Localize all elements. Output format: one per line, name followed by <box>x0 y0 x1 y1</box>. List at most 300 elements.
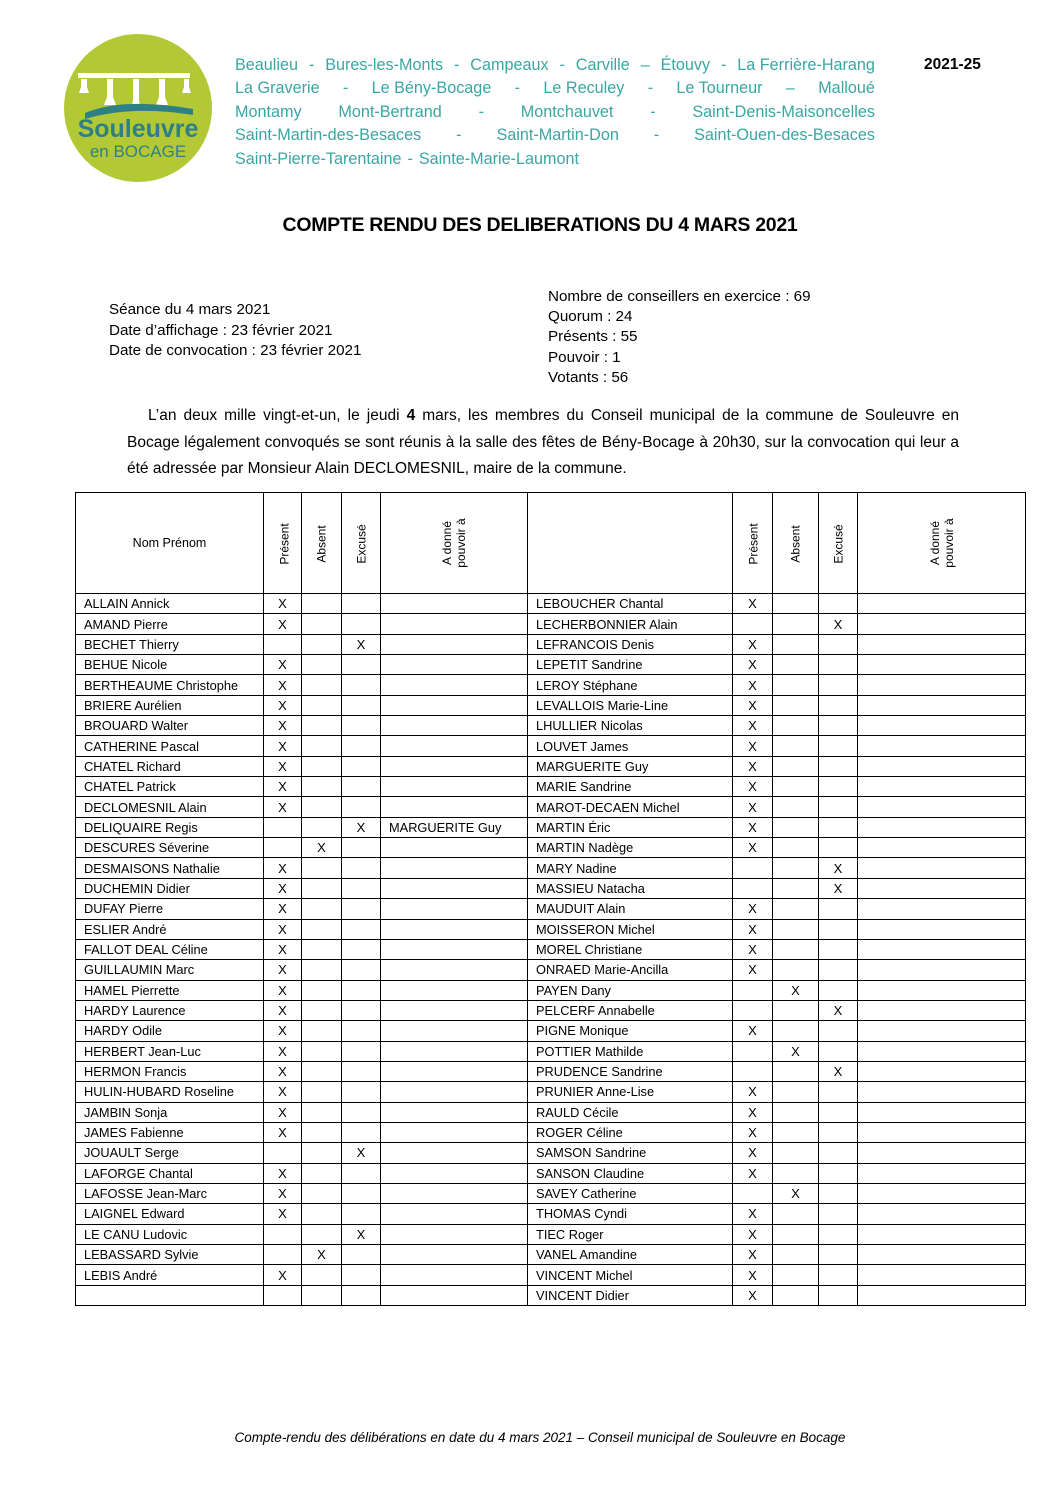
proxy-name <box>381 1245 528 1265</box>
absent-mark <box>773 1285 819 1305</box>
table-row <box>76 695 1026 715</box>
logo-text-line1: Souleuvre <box>77 115 199 143</box>
absent-mark <box>302 1183 342 1203</box>
table-row <box>76 1021 1026 1041</box>
absent-mark <box>302 1102 342 1122</box>
present-mark: X <box>733 756 773 776</box>
member-name: SANSON Claudine <box>528 1163 733 1183</box>
excused-mark <box>342 878 381 898</box>
separator: - <box>308 56 315 74</box>
excused-mark <box>819 1143 858 1163</box>
member-name: HARDY Laurence <box>76 1000 264 1020</box>
header-absent-right: Absent <box>773 493 819 594</box>
member-name: SAVEY Catherine <box>528 1183 733 1203</box>
absent-mark <box>773 797 819 817</box>
absent-mark <box>773 1265 819 1285</box>
member-name: MARIE Sandrine <box>528 777 733 797</box>
excused-mark <box>819 1102 858 1122</box>
excused-mark <box>819 797 858 817</box>
member-name: BRIERE Aurélien <box>76 695 264 715</box>
voters-count: Votants : 56 <box>548 368 629 386</box>
present-mark: X <box>733 1285 773 1305</box>
commune-name: Beaulieu <box>235 56 299 74</box>
table-row <box>76 1122 1026 1142</box>
excused-mark <box>342 716 381 736</box>
header-absent: Absent <box>302 493 342 594</box>
intro-part2: mars, les membres du Conseil municipal de la commune de Souleuvre en Bocage légalement convoqués se sont réunis à la salle des fêtes de Bény-Bocage à 20h30, sur la convocation qui leur a été adressée par Monsieur Alain DECLOMESNIL, maire de la commune. <box>127 407 959 477</box>
absent-mark <box>302 1204 342 1224</box>
excused-mark <box>342 1122 381 1142</box>
proxy-name <box>858 634 1026 654</box>
table-row <box>76 1204 1026 1224</box>
intro-day: 4 <box>406 407 416 424</box>
table-row <box>76 838 1026 858</box>
excused-mark <box>342 939 381 959</box>
excused-mark <box>819 594 858 614</box>
absent-mark <box>302 1163 342 1183</box>
present-mark <box>264 634 302 654</box>
member-name: DUCHEMIN Didier <box>76 878 264 898</box>
excused-mark: X <box>342 634 381 654</box>
communes-line <box>235 77 875 100</box>
excused-mark <box>819 939 858 959</box>
absent-mark <box>302 1265 342 1285</box>
page-footer: Compte-rendu des délibérations en date du 4 mars 2021 – Conseil municipal de Souleuvre en Bocage <box>234 1430 846 1445</box>
proxy-name <box>381 858 528 878</box>
commune-name: Saint-Martin-Don <box>496 126 619 145</box>
separator: - <box>650 102 656 121</box>
excused-mark <box>819 1265 858 1285</box>
excused-mark: X <box>342 1143 381 1163</box>
member-name: JOUAULT Serge <box>76 1143 264 1163</box>
table-row <box>76 878 1026 898</box>
proxy-name <box>858 1122 1026 1142</box>
present-mark <box>733 1061 773 1081</box>
proxy-name <box>381 878 528 898</box>
member-name: BEHUE Nicole <box>76 655 264 675</box>
proxy-name <box>381 756 528 776</box>
excused-mark <box>342 777 381 797</box>
excused-mark <box>342 858 381 878</box>
quorum: Quorum : 24 <box>548 308 633 326</box>
present-mark: X <box>733 675 773 695</box>
absent-mark <box>773 1000 819 1020</box>
absent-mark <box>773 756 819 776</box>
absent-mark <box>302 777 342 797</box>
proxy-name <box>858 675 1026 695</box>
header-name-right <box>528 493 733 594</box>
absent-mark <box>773 939 819 959</box>
proxy-name <box>381 939 528 959</box>
present-mark <box>733 858 773 878</box>
absent-mark <box>773 614 819 634</box>
excused-mark <box>342 736 381 756</box>
absent-mark <box>773 919 819 939</box>
member-name: LEVALLOIS Marie-Line <box>528 695 733 715</box>
absent-mark <box>773 1245 819 1265</box>
member-name: LOUVET James <box>528 736 733 756</box>
member-name: DECLOMESNIL Alain <box>76 797 264 817</box>
table-row <box>76 797 1026 817</box>
excused-mark <box>342 980 381 1000</box>
separator: - <box>407 149 413 168</box>
present-mark: X <box>264 1102 302 1122</box>
table-row <box>76 1102 1026 1122</box>
member-name: MARTIN Éric <box>528 817 733 837</box>
proxy-name <box>381 655 528 675</box>
absent-mark: X <box>302 1245 342 1265</box>
commune-name: Étouvy <box>660 56 711 74</box>
absent-mark <box>773 1102 819 1122</box>
present-mark: X <box>264 899 302 919</box>
header-proxy-right: A donné pouvoir à <box>858 493 1026 594</box>
present-mark: X <box>264 1041 302 1061</box>
proxy-name <box>381 960 528 980</box>
proxy-name <box>381 634 528 654</box>
proxy-name <box>858 777 1026 797</box>
table-row <box>76 716 1026 736</box>
table-header-row <box>76 493 1026 594</box>
present-mark <box>264 1224 302 1244</box>
present-mark: X <box>264 1183 302 1203</box>
proxy-name <box>858 817 1026 837</box>
proxy-name <box>381 1000 528 1020</box>
proxy-name <box>858 614 1026 634</box>
member-name: MARTIN Nadège <box>528 838 733 858</box>
table-row <box>76 858 1026 878</box>
member-name: LEROY Stéphane <box>528 675 733 695</box>
proxy-name <box>858 919 1026 939</box>
proxy-name <box>381 594 528 614</box>
absent-mark <box>302 756 342 776</box>
member-name: LAFOSSE Jean-Marc <box>76 1183 264 1203</box>
excused-mark <box>342 1204 381 1224</box>
proxy-name <box>381 1041 528 1061</box>
absent-mark <box>773 858 819 878</box>
separator: - <box>453 56 460 74</box>
present-mark: X <box>733 634 773 654</box>
commune-name: Sainte-Marie-Laumont <box>418 149 579 168</box>
member-name: VANEL Amandine <box>528 1245 733 1265</box>
present-mark: X <box>733 797 773 817</box>
absent-mark <box>302 716 342 736</box>
excused-mark <box>342 1082 381 1102</box>
proxy-name <box>381 695 528 715</box>
excused-mark <box>342 919 381 939</box>
excused-mark <box>819 1285 858 1305</box>
excused-mark: X <box>819 858 858 878</box>
member-name: HAMEL Pierrette <box>76 980 264 1000</box>
proxy-count: Pouvoir : 1 <box>548 348 621 366</box>
present-mark: X <box>264 939 302 959</box>
separator: - <box>456 126 462 145</box>
proxy-name <box>858 878 1026 898</box>
communes-line <box>235 124 875 147</box>
present-mark: X <box>264 1163 302 1183</box>
intro-paragraph <box>127 403 959 483</box>
member-name: BECHET Thierry <box>76 634 264 654</box>
absent-mark <box>302 1000 342 1020</box>
excused-mark <box>342 1102 381 1122</box>
excused-mark <box>342 1000 381 1020</box>
excused-mark <box>819 736 858 756</box>
present-mark: X <box>264 1204 302 1224</box>
present-mark: X <box>264 716 302 736</box>
absent-mark <box>773 736 819 756</box>
proxy-name <box>858 1102 1026 1122</box>
present-mark: X <box>264 919 302 939</box>
absent-mark <box>773 777 819 797</box>
excused-mark <box>819 960 858 980</box>
present-mark: X <box>733 1102 773 1122</box>
excused-mark <box>819 634 858 654</box>
excused-mark <box>342 655 381 675</box>
excused-mark <box>819 1224 858 1244</box>
separator: - <box>720 56 727 74</box>
member-name: HERBERT Jean-Luc <box>76 1041 264 1061</box>
present-mark <box>264 817 302 837</box>
absent-mark <box>773 1143 819 1163</box>
proxy-name <box>381 1224 528 1244</box>
absent-mark <box>773 838 819 858</box>
present-mark: X <box>264 980 302 1000</box>
excused-mark <box>342 1285 381 1305</box>
table-row <box>76 899 1026 919</box>
member-name: PIGNE Monique <box>528 1021 733 1041</box>
member-name: THOMAS Cyndi <box>528 1204 733 1224</box>
proxy-name <box>858 716 1026 736</box>
absent-mark <box>302 960 342 980</box>
excused-mark <box>342 695 381 715</box>
present-mark: X <box>264 594 302 614</box>
absent-mark <box>302 939 342 959</box>
present-mark: X <box>733 960 773 980</box>
commune-name: Montamy <box>235 102 302 121</box>
table-row <box>76 614 1026 634</box>
proxy-name <box>858 797 1026 817</box>
proxy-name <box>858 838 1026 858</box>
member-name: POTTIER Mathilde <box>528 1041 733 1061</box>
member-name: DESMAISONS Nathalie <box>76 858 264 878</box>
member-name: HULIN-HUBARD Roseline <box>76 1082 264 1102</box>
excused-mark <box>819 919 858 939</box>
quorum-info <box>548 287 811 388</box>
present-mark: X <box>264 858 302 878</box>
present-mark: X <box>733 1224 773 1244</box>
table-row <box>76 1245 1026 1265</box>
present-mark: X <box>733 1082 773 1102</box>
commune-name: Saint-Pierre-Tarentaine <box>235 149 402 168</box>
excused-mark <box>819 1183 858 1203</box>
separator: - <box>647 79 654 98</box>
member-name: PRUNIER Anne-Lise <box>528 1082 733 1102</box>
proxy-name: MARGUERITE Guy <box>381 817 528 837</box>
proxy-name <box>381 1183 528 1203</box>
table-row <box>76 1000 1026 1020</box>
member-name: RAULD Cécile <box>528 1102 733 1122</box>
header-name: Nom Prénom <box>76 493 264 594</box>
member-name: LEFRANCOIS Denis <box>528 634 733 654</box>
attendance-table <box>75 492 1026 1306</box>
proxy-name <box>858 756 1026 776</box>
member-name: CATHERINE Pascal <box>76 736 264 756</box>
absent-mark <box>302 655 342 675</box>
excused-mark <box>819 1163 858 1183</box>
attendance-rows <box>76 594 1026 1306</box>
proxy-name <box>381 1021 528 1041</box>
commune-name: Montchauvet <box>520 102 614 121</box>
communes-list <box>235 54 875 171</box>
absent-mark <box>302 736 342 756</box>
excused-mark: X <box>819 1061 858 1081</box>
excused-mark <box>342 614 381 634</box>
commune-name: Campeaux <box>470 56 549 74</box>
present-mark <box>733 1000 773 1020</box>
absent-mark <box>302 594 342 614</box>
table-row <box>76 960 1026 980</box>
table-row <box>76 1061 1026 1081</box>
present-mark <box>264 1245 302 1265</box>
absent-mark <box>773 594 819 614</box>
member-name: DELIQUAIRE Regis <box>76 817 264 837</box>
commune-name: Le Tourneur <box>676 79 763 98</box>
member-name: VINCENT Michel <box>528 1265 733 1285</box>
present-mark <box>264 1285 302 1305</box>
present-mark: X <box>264 878 302 898</box>
excused-mark: X <box>819 1000 858 1020</box>
page-title: COMPTE RENDU DES DELIBERATIONS DU 4 MARS 2021 <box>282 214 798 236</box>
absent-mark <box>773 878 819 898</box>
proxy-name <box>858 594 1026 614</box>
member-name: LEBIS André <box>76 1265 264 1285</box>
table-row <box>76 756 1026 776</box>
communes-line <box>235 101 875 124</box>
excused-mark <box>342 1041 381 1061</box>
member-name: MAROT-DECAEN Michel <box>528 797 733 817</box>
excused-mark <box>342 675 381 695</box>
excused-mark <box>342 594 381 614</box>
excused-mark <box>819 655 858 675</box>
member-name: AMAND Pierre <box>76 614 264 634</box>
logo-text-line2: en BOCAGE <box>89 142 187 161</box>
proxy-name <box>858 980 1026 1000</box>
header-present-right: Présent <box>733 493 773 594</box>
present-mark: X <box>733 1163 773 1183</box>
excused-mark <box>819 756 858 776</box>
absent-mark <box>773 1021 819 1041</box>
present-mark: X <box>264 777 302 797</box>
present-mark: X <box>733 695 773 715</box>
member-name: PRUDENCE Sandrine <box>528 1061 733 1081</box>
member-name: SAMSON Sandrine <box>528 1143 733 1163</box>
absent-mark <box>302 817 342 837</box>
absent-mark <box>302 858 342 878</box>
table-row <box>76 1082 1026 1102</box>
member-name: DESCURES Séverine <box>76 838 264 858</box>
member-name: GUILLAUMIN Marc <box>76 960 264 980</box>
table-row <box>76 1183 1026 1203</box>
present-mark <box>733 1183 773 1203</box>
absent-mark: X <box>773 980 819 1000</box>
excused-mark <box>819 1021 858 1041</box>
proxy-name <box>858 1000 1026 1020</box>
present-mark: X <box>264 675 302 695</box>
member-name: BROUARD Walter <box>76 716 264 736</box>
present-mark: X <box>733 919 773 939</box>
communes-line <box>235 54 875 77</box>
absent-mark <box>302 1041 342 1061</box>
table-row <box>76 1163 1026 1183</box>
header-excuse-right: Excusé <box>819 493 858 594</box>
header-excuse: Excusé <box>342 493 381 594</box>
member-name: ROGER Céline <box>528 1122 733 1142</box>
proxy-name <box>381 716 528 736</box>
session-info <box>109 300 361 362</box>
table-row <box>76 675 1026 695</box>
separator: – <box>785 79 795 98</box>
present-mark: X <box>264 1082 302 1102</box>
proxy-name <box>858 1265 1026 1285</box>
member-name: TIEC Roger <box>528 1224 733 1244</box>
commune-name: Mont-Bertrand <box>338 102 442 121</box>
commune-name: Saint-Denis-Maisoncelles <box>692 102 875 121</box>
commune-name: La Ferrière-Harang <box>737 56 875 74</box>
member-name: DUFAY Pierre <box>76 899 264 919</box>
councillors-count: Nombre de conseillers en exercice : 69 <box>548 288 811 305</box>
present-mark: X <box>264 1000 302 1020</box>
excused-mark: X <box>342 1224 381 1244</box>
member-name: HERMON Francis <box>76 1061 264 1081</box>
proxy-name <box>381 919 528 939</box>
proxy-name <box>858 1041 1026 1061</box>
proxy-name <box>858 1224 1026 1244</box>
excused-mark <box>342 756 381 776</box>
table-row <box>76 594 1026 614</box>
present-count: Présents : 55 <box>548 328 638 346</box>
excused-mark <box>342 1265 381 1285</box>
present-mark <box>733 1041 773 1061</box>
table-row <box>76 919 1026 939</box>
proxy-name <box>381 736 528 756</box>
present-mark: X <box>733 655 773 675</box>
absent-mark <box>302 919 342 939</box>
present-mark: X <box>264 756 302 776</box>
excused-mark <box>342 899 381 919</box>
absent-mark <box>773 695 819 715</box>
table-row <box>76 980 1026 1000</box>
commune-name: Saint-Martin-des-Besaces <box>235 126 422 145</box>
separator: – <box>640 56 650 74</box>
proxy-name <box>858 960 1026 980</box>
absent-mark <box>773 1224 819 1244</box>
present-mark: X <box>264 1265 302 1285</box>
member-name: MASSIEU Natacha <box>528 878 733 898</box>
table-row <box>76 939 1026 959</box>
absent-mark <box>302 980 342 1000</box>
excused-mark <box>342 1163 381 1183</box>
present-mark: X <box>264 1021 302 1041</box>
commune-name: Le Bény-Bocage <box>371 79 492 98</box>
proxy-name <box>381 838 528 858</box>
excused-mark: X <box>819 614 858 634</box>
absent-mark <box>302 1143 342 1163</box>
present-mark: X <box>733 594 773 614</box>
member-name: LECHERBONNIER Alain <box>528 614 733 634</box>
absent-mark <box>773 1204 819 1224</box>
member-name <box>76 1285 264 1305</box>
proxy-name <box>381 1082 528 1102</box>
member-name: FALLOT DEAL Céline <box>76 939 264 959</box>
